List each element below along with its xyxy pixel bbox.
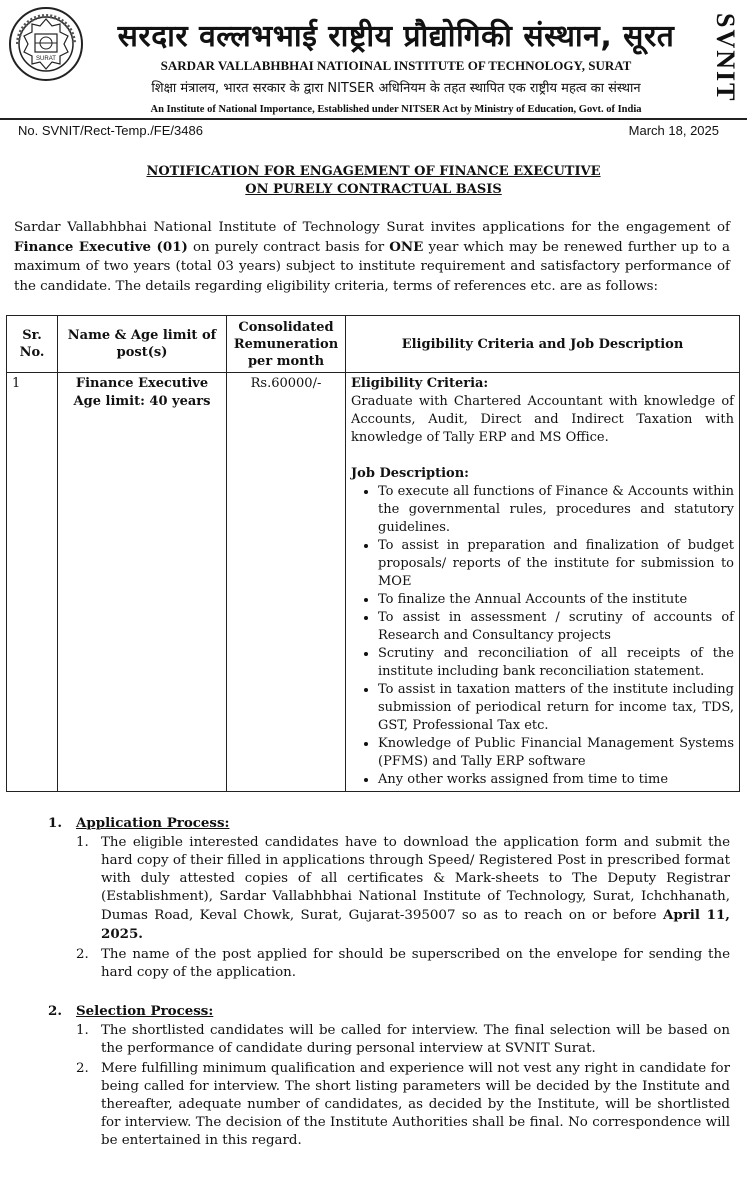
cell-eligibility	[346, 373, 740, 792]
list-item	[76, 946, 730, 982]
section-title: Application Process:	[75, 815, 230, 831]
table-row	[7, 373, 740, 792]
item-text: The name of the post applied for should be superscribed on the envelope for sending the hard copy of the application.	[101, 947, 730, 980]
list-item	[76, 1022, 730, 1058]
institute-tagline-hindi: शिक्षा मंत्रालय, भारत सरकार के द्वारा NITSER अधिनियम के तहत स्थापित एक राष्ट्रीय महत्व का संस्थान	[151, 81, 641, 96]
notification-title-line2: ON PURELY CONTRACTUAL BASIS	[245, 182, 502, 197]
list-item: • To assist in preparation and finalization of budget proposals/ reports of the institute for submission to MOE	[378, 537, 734, 591]
document-date: March 18, 2025	[628, 123, 719, 138]
intro-duration: ONE	[389, 238, 424, 255]
header-post-name: Name & Age limit of post(s)	[58, 316, 227, 373]
eligibility-text: Graduate with Chartered Accountant with knowledge of Accounts, Audit, Direct and Indirect Taxation with knowledge of Tally ERP and MS Office.	[351, 394, 734, 445]
item-number: 2.	[76, 947, 89, 962]
cell-remuneration: Rs.60000/-	[227, 373, 346, 792]
cell-sr-no: 1	[7, 373, 58, 792]
post-name: Finance Executive	[75, 376, 209, 391]
emblem-label: SURAT	[36, 56, 56, 62]
intro-post-name: Finance Executive (01)	[14, 238, 188, 255]
item-text: The eligible interested candidates have to download the application form and submit the hard copy of their filled in applications through Speed/ Registered Post in prescribed format with duly attested copies of all certificates & Mark-sheets to The Deputy Registrar (Establishment), Sardar Vallabhbhai National Institute of Technology, Surat, Ichchhanath, Dumas Road, Keval Chowk, Surat, Gujarat-395007 so as to reach on or before April 11, 2025.	[101, 835, 730, 942]
notification-title	[0, 163, 747, 199]
list-item	[76, 834, 730, 944]
job-description-list	[351, 483, 734, 789]
list-item: • Any other works assigned from time to time	[378, 771, 734, 789]
institute-name-english: SARDAR VALLABHBHAI NATIOINAL INSTITUTE OF TECHNOLOGY, SURAT	[160, 58, 632, 73]
intro-text-2: on purely contract basis for	[187, 239, 390, 255]
section-number: 1.	[48, 815, 62, 831]
item-number: 1.	[76, 835, 89, 850]
letterhead	[0, 0, 747, 122]
eligibility-label: Eligibility Criteria:	[351, 376, 489, 391]
list-item	[76, 1060, 730, 1150]
svnit-vertical-logo: SVNIT	[711, 13, 740, 103]
post-age-limit: Age limit: 40 years	[73, 394, 211, 409]
list-item: • To assist in taxation matters of the institute including submission of periodical return for income tax, TDS, GST, Professional Tax etc.	[378, 681, 734, 735]
item-number: 1.	[76, 1023, 89, 1038]
table-header-row	[7, 316, 740, 373]
intro-text-1: Sardar Vallabhbhai National Institute of Technology Surat invites applications for the engagement of	[14, 220, 730, 235]
application-deadline: April 11, 2025.	[101, 907, 730, 942]
intro-text-3: year which may be renewed further up to a maximum of two years (total 03 years) subject to institute requirement and satisfactory performance of the candidate. The details regarding eligibility criteria, terms of references etc. are as follows:	[14, 239, 731, 294]
notification-title-line1: NOTIFICATION FOR ENGAGEMENT OF FINANCE EXECUTIVE	[146, 164, 601, 179]
institute-emblem-icon	[8, 6, 84, 82]
item-text: The shortlisted candidates will be called for interview. The final selection will be based on the performance of candidate during personal interview at SVNIT Surat.	[101, 1023, 730, 1056]
item-number: 2.	[76, 1061, 89, 1076]
job-description-label: Job Description:	[351, 466, 469, 481]
item-text: Mere fulfilling minimum qualification and experience will not vest any right in candidate for being called for interview. The short listing parameters will be decided by the Institute and thereafter, adequate number of candidates, as decided by the Institute, will be shortlisted for interview. The decision of the Institute Authorities shall be final. No correspondence will be entertained in this regard.	[101, 1061, 730, 1148]
section-title: Selection Process:	[75, 1003, 214, 1019]
reference-number: No. SVNIT/Rect-Temp./FE/3486	[18, 123, 203, 138]
list-item: • To execute all functions of Finance & Accounts within the governmental rules, procedures and statutory guidelines.	[378, 483, 734, 537]
list-item: • Knowledge of Public Financial Management Systems (PFMS) and Tally ERP software	[378, 735, 734, 771]
selection-process-heading	[48, 1003, 213, 1019]
header-eligibility: Eligibility Criteria and Job Description	[346, 316, 740, 373]
header-sr-no: Sr. No.	[7, 316, 58, 373]
intro-paragraph	[14, 218, 730, 296]
application-process-heading	[48, 815, 229, 831]
institute-name-hindi: सरदार वल्लभभाई राष्ट्रीय प्रौद्योगिकी संस्थान, सूरत	[117, 19, 675, 54]
institute-tagline-english: An Institute of National Importance, Established under NITSER Act by Ministry of Education, Govt. of India	[150, 104, 642, 115]
header-divider	[0, 118, 747, 120]
list-item: • To finalize the Annual Accounts of the institute	[378, 591, 734, 609]
vacancy-table	[6, 315, 740, 792]
list-item: • To assist in assessment / scrutiny of accounts of Research and Consultancy projects	[378, 609, 734, 645]
cell-post	[58, 373, 227, 792]
header-remuneration: Consolidated Remuneration per month	[227, 316, 346, 373]
list-item: • Scrutiny and reconciliation of all receipts of the institute including bank reconciliation statement.	[378, 645, 734, 681]
section-number: 2.	[48, 1003, 62, 1019]
